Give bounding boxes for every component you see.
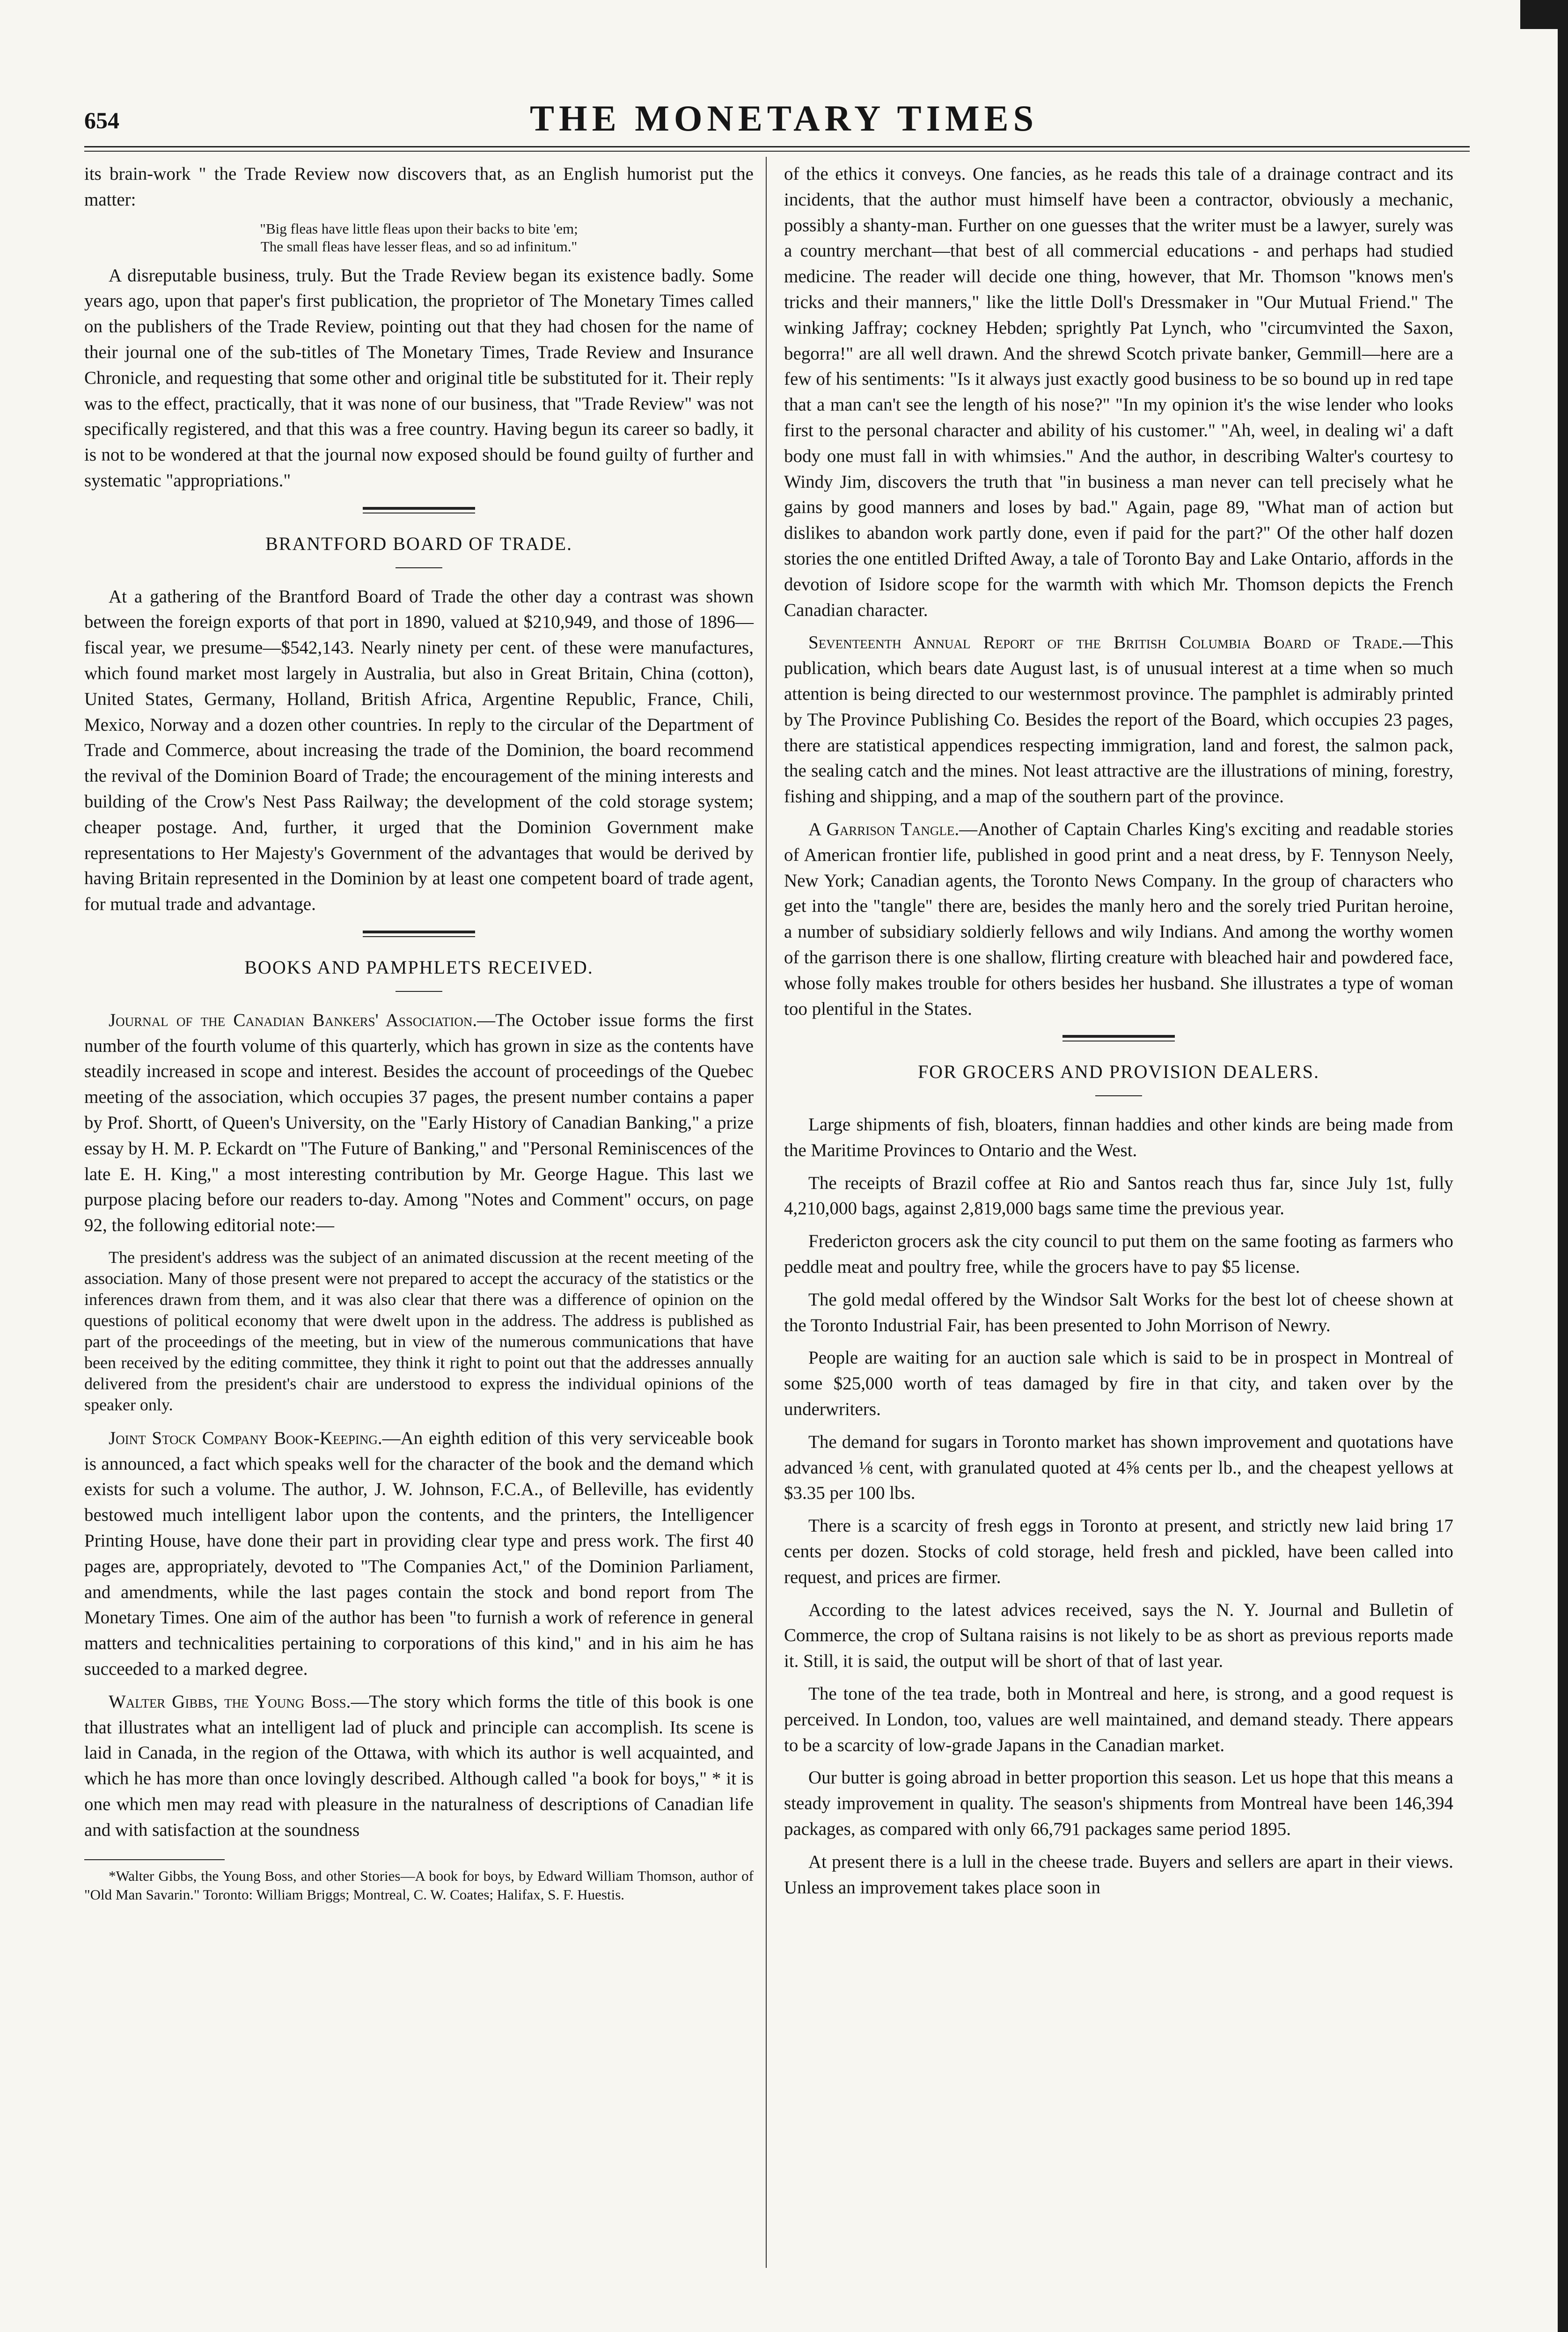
paragraph xyxy=(84,1426,754,1682)
paragraph: its brain-work " the Trade Review now discovers that, as an English humorist put the matter: xyxy=(84,164,754,210)
section-heading-brantford xyxy=(84,507,754,568)
right-column xyxy=(784,161,1453,1907)
page-edge-shadow xyxy=(1558,0,1568,2332)
item-title: Seventeenth Annual Report of the British Columbia Board of Trade. xyxy=(808,632,1403,653)
verse-line: The small fleas have lesser fleas, and so ad infinitum." xyxy=(260,238,578,255)
item-title: A Garrison Tangle. xyxy=(808,819,960,839)
heading-text: FOR GROCERS AND PROVISION DEALERS. xyxy=(917,1061,1320,1083)
heading-text: BRANTFORD BOARD OF TRADE. xyxy=(265,533,572,554)
news-item: People are waiting for an auction sale which is said to be in prospect in Montreal of some $25,000 worth of teas damaged by fire in that city, and taken over by the underwriters. xyxy=(784,1348,1453,1420)
news-item: The tone of the tea trade, both in Montreal and here, is strong, and a good request is perceived. In London, too, values are well maintained, and demand steady. There appears to be a scarcity of low-grade Japans in the Canadian market. xyxy=(784,1684,1453,1755)
footnote: *Walter Gibbs, the Young Boss, and other Stories—A book for boys, by Edward William Thomson, author of "Old Man Savarin." Toronto: William Briggs; Montreal, C. W. Coates; Halifax, S. F. Huestis. xyxy=(84,1867,754,1903)
news-item: There is a scarcity of fresh eggs in Toronto at present, and strictly new laid bring 17 cents per dozen. Stocks of cold storage, held fresh and pickled, have been called into request, and prices are firmer. xyxy=(784,1516,1453,1587)
paragraph xyxy=(784,817,1453,1022)
footnote-rule xyxy=(84,1859,225,1860)
masthead: THE MONETARY TIMES xyxy=(530,98,1038,139)
header-rule xyxy=(84,146,1470,147)
heading-text: BOOKS AND PAMPHLETS RECEIVED. xyxy=(244,956,593,978)
item-title: Journal of the Canadian Bankers' Association. xyxy=(109,1010,477,1030)
paragraph xyxy=(84,1689,754,1843)
column-divider xyxy=(766,157,767,2268)
paragraph xyxy=(84,1008,754,1239)
page-corner-shadow xyxy=(1520,0,1558,29)
news-item: The receipts of Brazil coffee at Rio and Santos reach thus far, since July 1st, fully 4,210,000 bags, against 2,819,000 bags same time the previous year. xyxy=(784,1173,1453,1219)
heading-rule xyxy=(1062,1035,1175,1038)
item-body: —An eighth edition of this very serviceable book is announced, a fact which speaks well for the character of the book and the demand which exists for such a volume. The author, J. W. Johnson, F.C.A., of Belleville, has evidently bestowed much intelligent labor upon the contents, and the printers, the Intelligencer Printing House, have done their part in providing clear type and press work. The first 40 pages are, appropriately, devoted to "The Companies Act," of the Dominion Parliament, and amendments, while the last pages contain the stock and bond report from The Monetary Times. One aim of the author has been "to furnish a work of reference in general matters and technicalities pertaining to corporations of this kind," and in his aim he has succeeded to a marked degree. xyxy=(84,1428,754,1679)
item-title: Walter Gibbs, the Young Boss. xyxy=(109,1691,351,1712)
news-item: Our butter is going abroad in better proportion this season. Let us hope that this means a steady improvement in quality. The season's shipments from Montreal have been 146,394 packages, as compared with only 66,791 packages same period 1895. xyxy=(784,1767,1453,1840)
item-body: —The story which forms the title of this book is one that illustrates what an intelligent lad of pluck and principle can accomplish. Its scene is laid in Canada, in the region of the Ottawa, with which its author is well acquainted, and which he has more than once lovingly described. Although called "a book for boys," * it is one which men may read with pleasure in the naturalness of descriptions of Canadian life and with satisfaction at the soundness xyxy=(84,1691,754,1840)
header-rule-thin xyxy=(84,151,1470,152)
page-number: 654 xyxy=(84,107,119,133)
verse-line: "Big fleas have little fleas upon their backs to bite 'em; xyxy=(260,220,578,237)
heading-rule xyxy=(363,507,475,510)
news-item: Fredericton grocers ask the city council to put them on the same footing as farmers who peddle meat and poultry free, while the grocers have to pay $5 license. xyxy=(784,1231,1453,1277)
heading-rule xyxy=(363,931,475,933)
verse-quote xyxy=(84,220,754,256)
news-item: The demand for sugars in Toronto market has shown improvement and quotations have advanced ⅛ cent, with granulated quoted at 4⅝ cents per lb., and the cheapest yellows at $3.35 per 100 lbs. xyxy=(784,1431,1453,1503)
heading-rule xyxy=(1095,1095,1142,1096)
heading-rule xyxy=(396,991,442,992)
heading-rule xyxy=(396,567,442,568)
news-item: According to the latest advices received, says the N. Y. Journal and Bulletin of Commerce, the crop of Sultana raisins is not likely to be as short as previous reports made it. Still, it is said, the output will be short of that of last year. xyxy=(784,1599,1453,1672)
news-item: The gold medal offered by the Windsor Salt Works for the best lot of cheese shown at the Toronto Industrial Fair, has been presented to John Morrison of Newry. xyxy=(784,1289,1453,1335)
news-item: Large shipments of fish, bloaters, finnan haddies and other kinds are being made from the Maritime Provinces to Ontario and the West. xyxy=(784,1115,1453,1160)
item-body: —This publication, which bears date August last, is of unusual interest at a time when so much attention is being directed to our westernmost province. The pamphlet is admirably printed by The Province Publishing Co. Besides the report of the Board, which occupies 23 pages, there are statistical appendices respecting immigration, land and forest, the salmon pack, the sealing catch and the mines. Not least attractive are the illustrations of mining, forestry, fishing and shipping, and a map of the southern part of the province. xyxy=(784,632,1453,807)
section-heading-grocers xyxy=(784,1035,1453,1096)
paragraph: of the ethics it conveys. One fancies, as he reads this tale of a drainage contract and its incidents, that the author must himself have been a contractor, obviously a mechanic, possibly a shanty-man. Further on one guesses that the writer must be a lawyer, surely was a country merchant—that best of all commercial educations - and perhaps had studied medicine. The reader will decide one thing, however, that Mr. Thomson "knows men's tricks and their manners," like the little Doll's Dressmaker in "Our Mutual Friend." The winking Jaffray; cockney Hebden; sprightly Pat Lynch, who "circumvinted the Saxon, begorra!" are all well drawn. And the shrewd Scotch private banker, Gemmill—here are a few of his sentiments: "Is it always just exactly good business to be so bound up in red tape that a man can't see the length of his nose?" "In my opinion it's the wise lender who looks first to the personal character and ability of his customer." "Ah, weel, in dealing wi' a daft body one must fall in with whimsies." And the author, in describing Walter's courtesy to Windy Jim, discovers the truth that "in business a man never can tell precisely what he gains by good manners and loses by bad." Again, page 89, "What man of action but dislikes to abandon work partly done, even if paid for the part?" Of the other half dozen stories the one entitled Drifted Away, a tale of Toronto Bay and Lake Ontario, affords in the devotion of Isidore scope for the warmth with which Mr. Thomson depicts the French Canadian character. xyxy=(784,164,1453,620)
block-quote: The president's address was the subject of an animated discussion at the recent meeting of the association. Many of those present were not prepared to accept the accuracy of the statistics or the inferences drawn from them, and it was also clear that there was a difference of opinion on the questions of political economy that were dwelt upon in the address. The address is published as part of the proceedings of the meeting, but in view of the numerous communications that have been received by the editing committee, they think it right to point out that the addresses annually delivered from the president's chair are understood to express the individual opinions of the speaker only. xyxy=(84,1247,754,1414)
item-title: Joint Stock Company Book-Keeping. xyxy=(109,1428,382,1448)
item-body: —The October issue forms the first number of the fourth volume of this quarterly, which has grown in size as the contents have steadily increased in scope and interest. Besides the account of proceedings of the Quebec meeting of the association, which occupies 37 pages, the present number contains a paper by Prof. Shortt, of Queen's University, on the "Early History of Canadian Banking," a prize essay by H. M. P. Eckardt on "The Future of Banking," and "Personal Reminiscences of the late E. H. King," a most interesting contribution by Mr. George Hague. This last we purpose placing before our readers to-day. Among "Notes and Comment" occurs, on page 92, the following editorial note:— xyxy=(84,1010,754,1236)
paragraph: A disreputable business, truly. But the Trade Review began its existence badly. Some years ago, upon that paper's first publication, the proprietor of The Monetary Times called on the publishers of the Trade Review, pointing out that they had chosen for the name of their journal one of the sub-titles of The Monetary Times, Trade Review and Insurance Chronicle, and requesting that some other and original title be substituted for it. Their reply was to the effect, practically, that it was none of our business, that "Trade Review" was not specifically registered, and that this was a free country. Having begun its career so badly, it is not to be wondered at that the journal now exposed should be found guilty of further and systematic "appropriations." xyxy=(84,265,754,491)
paragraph: At a gathering of the Brantford Board of Trade the other day a contrast was shown between the foreign exports of that port in 1890, valued at $210,949, and those of 1896—fiscal year, we presume—$542,143. Nearly ninety per cent. of these were manufactures, which found market most largely in Australia, but also in Great Britain, China (cotton), United States, Germany, Holland, British Africa, Argentine Republic, France, Chili, Mexico, Norway and a dozen other countries. In reply to the circular of the Department of Trade and Commerce, about increasing the trade of the Dominion, the board recommend the revival of the Dominion Board of Trade; the encouragement of the mining interests and building of the Crow's Nest Pass Railway; the development of the cold storage system; cheaper postage. And, further, it urged that the Dominion Government make representations to Her Majesty's Government of the advantages that would be derived by having Britain represented in the Dominion by at least one competent board of trade agent, for mutual trade and advantage. xyxy=(84,586,754,915)
item-body: —Another of Captain Charles King's exciting and readable stories of American frontier life, published in good print and a neat dress, by F. Tennyson Neely, New York; Canadian agents, the Toronto News Company. In the group of characters who get into the "tangle" there are, besides the manly hero and the sorely tried Puritan heroine, a number of subsidiary soldierly fellows and wily Indians. And among the worthy women of the garrison there is one shallow, flirting creature with bleached hair and powdered face, whose folly makes trouble for others besides her husband. She illustrates a type of woman too plentiful in the States. xyxy=(784,819,1454,1019)
left-column xyxy=(84,161,754,1911)
heading-rule xyxy=(363,936,475,937)
news-item: At present there is a lull in the cheese trade. Buyers and sellers are apart in their views. Unless an improvement takes place soon in xyxy=(784,1851,1453,1898)
paragraph xyxy=(784,630,1453,810)
section-heading-books xyxy=(84,931,754,992)
